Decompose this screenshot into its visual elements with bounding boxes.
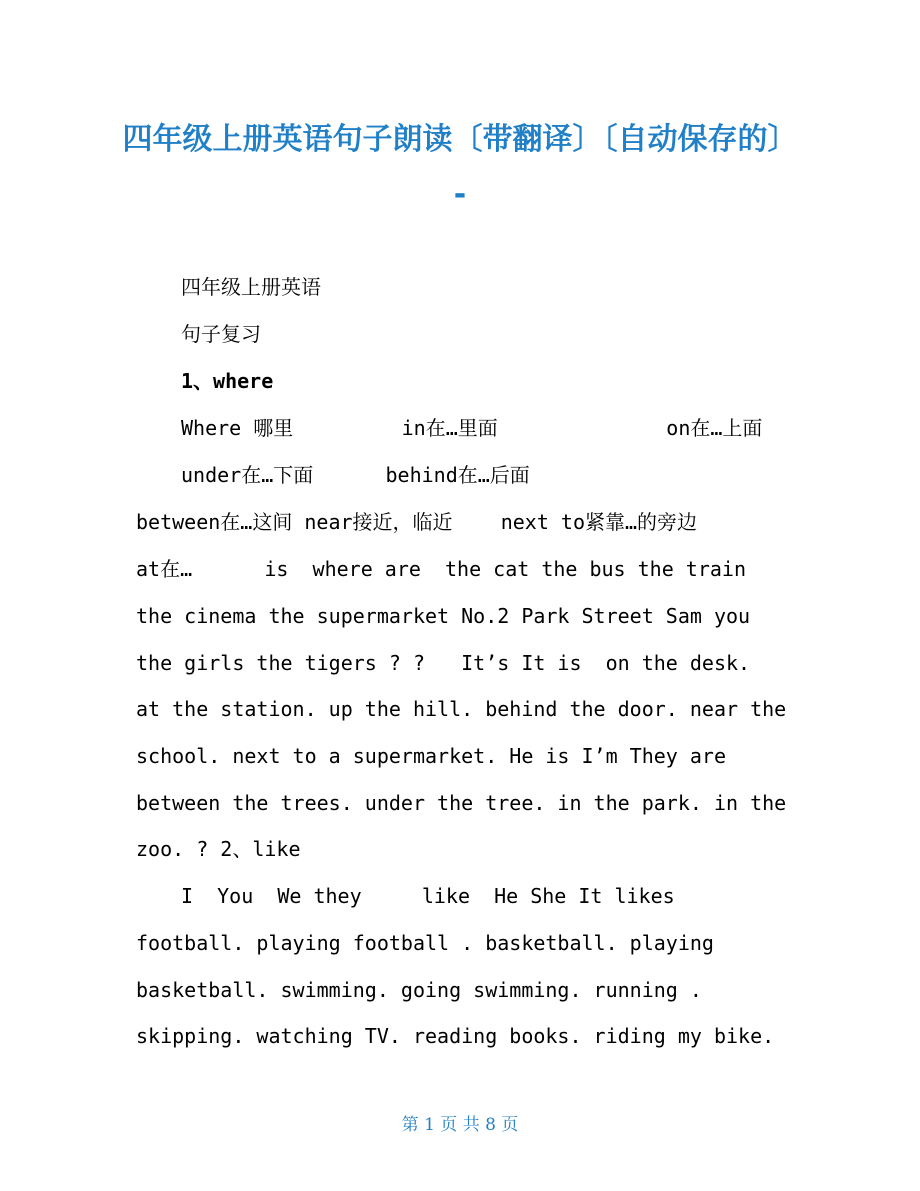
page-footer: 第 1 页 共 8 页	[401, 1115, 519, 1135]
text-line: school. next to a supermarket. He is I’m They are	[136, 744, 727, 768]
text-line: the cinema the supermarket No.2 Park Street Sam you	[136, 604, 751, 628]
document-title: 四年级上册英语句子朗读〔带翻译〕〔自动保存的〕 -	[122, 122, 798, 212]
text-line: Where 哪里 in在…里面 on在…上面	[181, 416, 763, 440]
text-line: at在… is where are the cat the bus the train	[136, 557, 747, 581]
text-line: under在…下面 behind在…后面	[181, 463, 530, 487]
text-line: at the station. up the hill. behind the door. near the	[136, 697, 787, 721]
text-line: 四年级上册英语	[181, 275, 321, 299]
text-line: between the trees. under the tree. in the park. in the	[136, 791, 787, 815]
section-heading: 1、where	[181, 369, 274, 393]
text-line: skipping. watching TV. reading books. riding my bike.	[136, 1024, 775, 1048]
text-line: 句子复习	[181, 322, 261, 346]
text-line: zoo. ? 2、like	[136, 837, 301, 861]
text-line: football. playing football . basketball. playing	[136, 931, 714, 955]
text-line: between在…这间 near接近，临近 next to紧靠…的旁边	[136, 510, 698, 534]
text-line: the girls the tigers ? ? It’s It is on the desk.	[136, 651, 751, 675]
text-line: basketball. swimming. going swimming. running .	[136, 978, 702, 1002]
text-line: I You We they like He She It likes	[181, 884, 675, 908]
